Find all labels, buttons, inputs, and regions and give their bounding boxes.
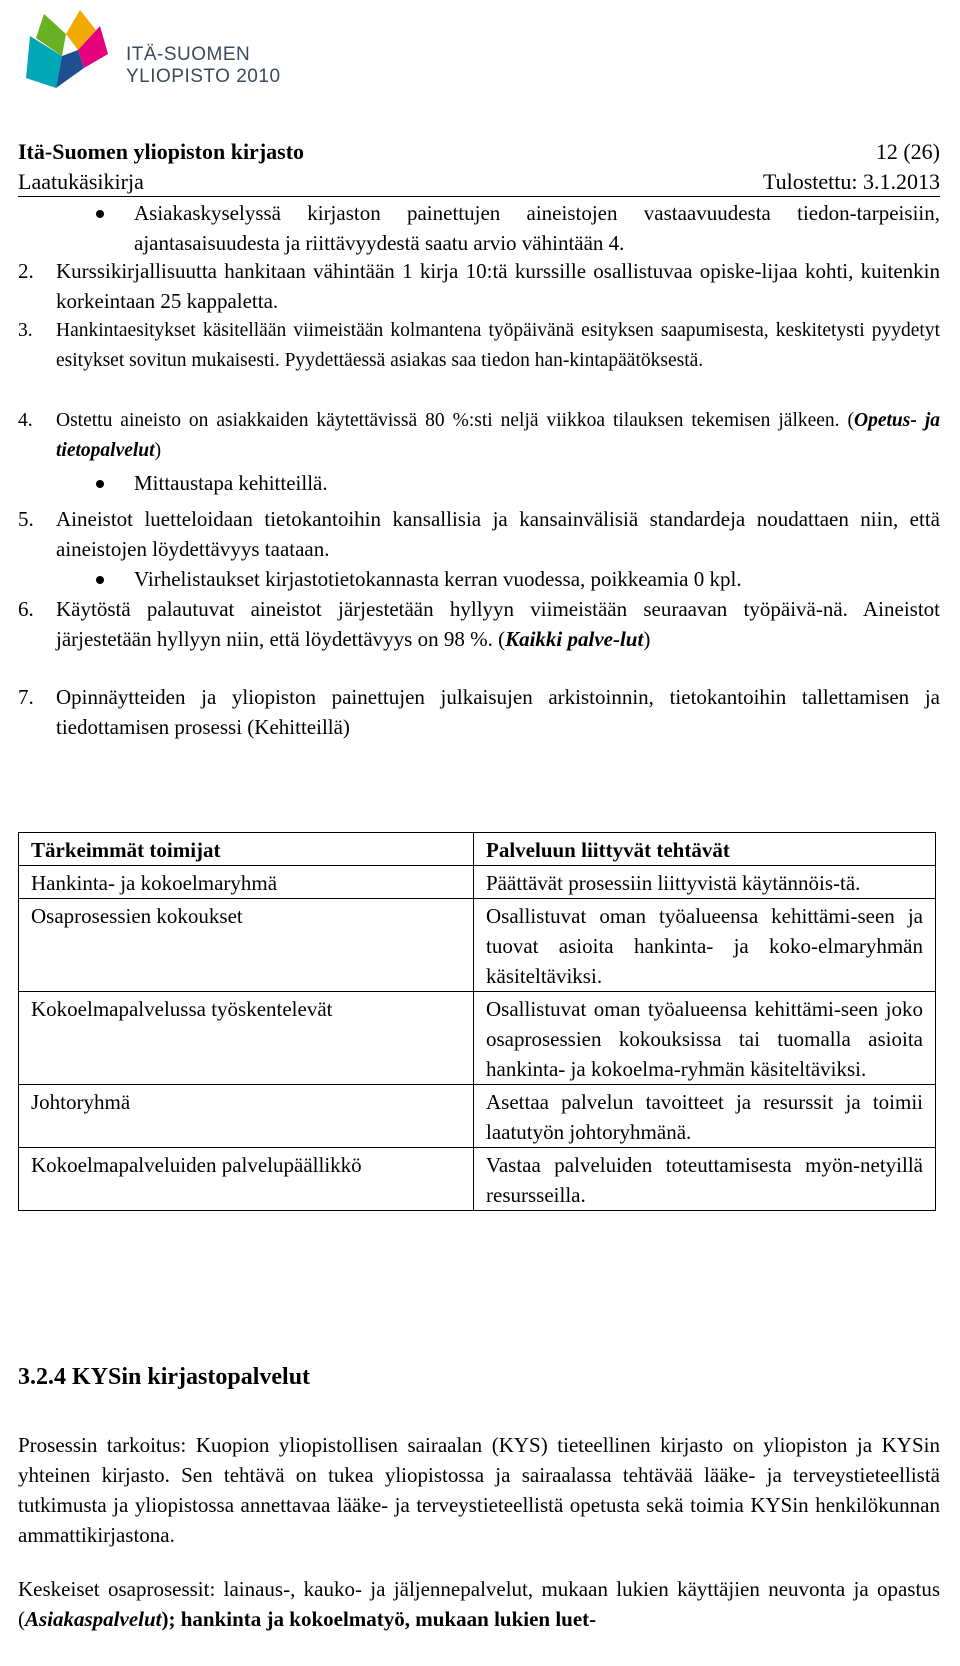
list-number: 4. — [18, 410, 33, 431]
service-tag: Asiakaspalvelut — [25, 1607, 162, 1631]
list-number: 3. — [18, 320, 33, 341]
logo-mark-icon — [22, 8, 112, 98]
table-row — [19, 899, 936, 992]
list-item — [18, 256, 940, 316]
table-row — [19, 1148, 936, 1211]
table-row — [19, 992, 936, 1085]
header-page-number: 12 (26) — [875, 139, 940, 164]
actor-cell: Osaprosessien kokoukset — [19, 899, 474, 992]
header-printed-date: Tulostettu: 3.1.2013 — [762, 169, 940, 194]
table-header-row — [19, 833, 936, 866]
list-item — [18, 594, 940, 684]
header-doc-title: Laatukäsikirja — [18, 169, 144, 194]
subprocess-paragraph: Keskeiset osaprosessit: lainaus-, kauko- ja jäljennepalvelut, mukaan lukien käyttäjien neuvonta ja opastus (Asiakaspalvelut); hankinta ja kokoelmatyö, mukaan lukien luet- — [18, 1577, 940, 1631]
list-text: Ostettu aineisto on asiakkaiden käytettävissä 80 %:sti neljä viikkoa tilauksen tekemisen jälkeen. (Opetus- ja tietopalvelut) — [56, 410, 941, 461]
table-row — [19, 866, 936, 899]
list-item — [18, 406, 940, 466]
list-text: Aineistot luetteloidaan tietokantoihin kansallisia ja kansainvälisiä standardeja noudattaen niin, että aineistojen löydettävyys taataan. — [56, 507, 940, 561]
actor-cell: Kokoelmapalveluiden palvelupäällikkö — [19, 1148, 474, 1211]
header-row-1 — [18, 138, 940, 166]
list-number: 6. — [18, 597, 34, 621]
service-tag: Opetus- ja tietopalvelut — [56, 410, 941, 461]
section-heading: 3.2.4 KYSin kirjastopalvelut — [18, 1364, 311, 1390]
purpose-paragraph: Prosessin tarkoitus: Kuopion yliopistollisen sairaalan (KYS) tieteellinen kirjasto on yliopiston ja KYSin yhteinen kirjasto. Sen tehtävä on tukea yliopistossa ja sairaalassa tehtävää lääke- ja terveystieteellistä tutkimusta ja yliopistossa annettavaa lääke- ja terveystieteellistä opetusta sekä toimia KYSin henkilökunnan ammattikirjastona. — [18, 1433, 940, 1547]
bullet-text: Asiakaskyselyssä kirjaston painettujen aineistojen vastaavuudesta tiedon-tarpeisiin, ajantasaisuudesta ja riittävyydestä saatu arvio vähintään 4. — [134, 201, 940, 255]
actor-cell: Kokoelmapalvelussa työskentelevät — [19, 992, 474, 1085]
list-item — [18, 564, 940, 594]
list-number: 2. — [18, 259, 34, 283]
table-row — [19, 1085, 936, 1148]
task-cell: Osallistuvat oman työalueensa kehittämi-seen joko osaprosessien kokouksissa tai tuomalla asioita hankinta- ja kokoelma-ryhmän käsiteltäviksi. — [474, 992, 936, 1085]
logo-line-2: YLIOPISTO 2010 — [126, 66, 281, 87]
actor-cell: Hankinta- ja kokoelmaryhmä — [19, 866, 474, 899]
task-cell: Osallistuvat oman työalueensa kehittämi-seen ja tuovat asioita hankinta- ja koko-elmaryhmän käsiteltäviksi. — [474, 899, 936, 992]
list-item — [18, 468, 940, 498]
task-cell: Vastaa palveluiden toteuttamisesta myön-netyillä resursseilla. — [474, 1148, 936, 1211]
task-cell: Asettaa palvelun tavoitteet ja resurssit ja toimii laatutyön johtoryhmänä. — [474, 1085, 936, 1148]
list-item — [18, 682, 940, 742]
list-text: Käytöstä palautuvat aineistot järjestetään hyllyyn viimeistään seuraavan työpäivä-nä. Aineistot järjestetään hyllyyn niin, että löydettävyys on 98 %. (Kaikki palve-lut) — [56, 597, 940, 651]
actor-cell: Johtoryhmä — [19, 1085, 474, 1148]
header-org: Itä-Suomen yliopiston kirjasto — [18, 139, 305, 164]
list-text: Opinnäytteiden ja yliopiston painettujen julkaisujen arkistoinnin, tietokantoihin tallettamisen ja tiedottamisen prosessi (Kehitteillä) — [56, 685, 940, 739]
col-header-tasks: Palveluun liittyvät tehtävät — [474, 833, 936, 866]
list-number: 5. — [18, 507, 34, 531]
bullet-text: Virhelistaukset kirjastotietokannasta kerran vuodessa, poikkeamia 0 kpl. — [134, 567, 742, 591]
list-item — [18, 316, 940, 406]
task-cell: Päättävät prosessiin liittyvistä käytännöis-tä. — [474, 866, 936, 899]
bullet-text: Mittaustapa kehitteillä. — [134, 471, 328, 495]
bullet-icon — [96, 480, 104, 488]
university-logo — [22, 8, 302, 98]
bullet-icon — [96, 210, 104, 218]
list-text: Kurssikirjallisuutta hankitaan vähintään 1 kirja 10:tä kurssille osallistuvaa opiske-lijaa kohti, kuitenkin korkeintaan 25 kappaletta. — [56, 259, 940, 313]
col-header-actors: Tärkeimmät toimijat — [19, 833, 474, 866]
roles-table — [18, 832, 936, 1211]
list-item — [18, 504, 940, 564]
logo-line-1: ITÄ-SUOMEN — [126, 44, 251, 65]
service-tag: Kaikki palve-lut — [505, 627, 644, 651]
list-item — [18, 198, 940, 258]
list-text: Hankintaesitykset käsitellään viimeistään kolmantena työpäivänä esityksen saapumisesta, keskitetysti pyydetyt esitykset sovitun mukaisesti. Pyydettäessä asiakas saa tiedon han-kintapäätöksestä. — [56, 320, 940, 371]
list-number: 7. — [18, 685, 34, 709]
header-row-2 — [18, 168, 940, 197]
bullet-icon — [96, 576, 104, 584]
